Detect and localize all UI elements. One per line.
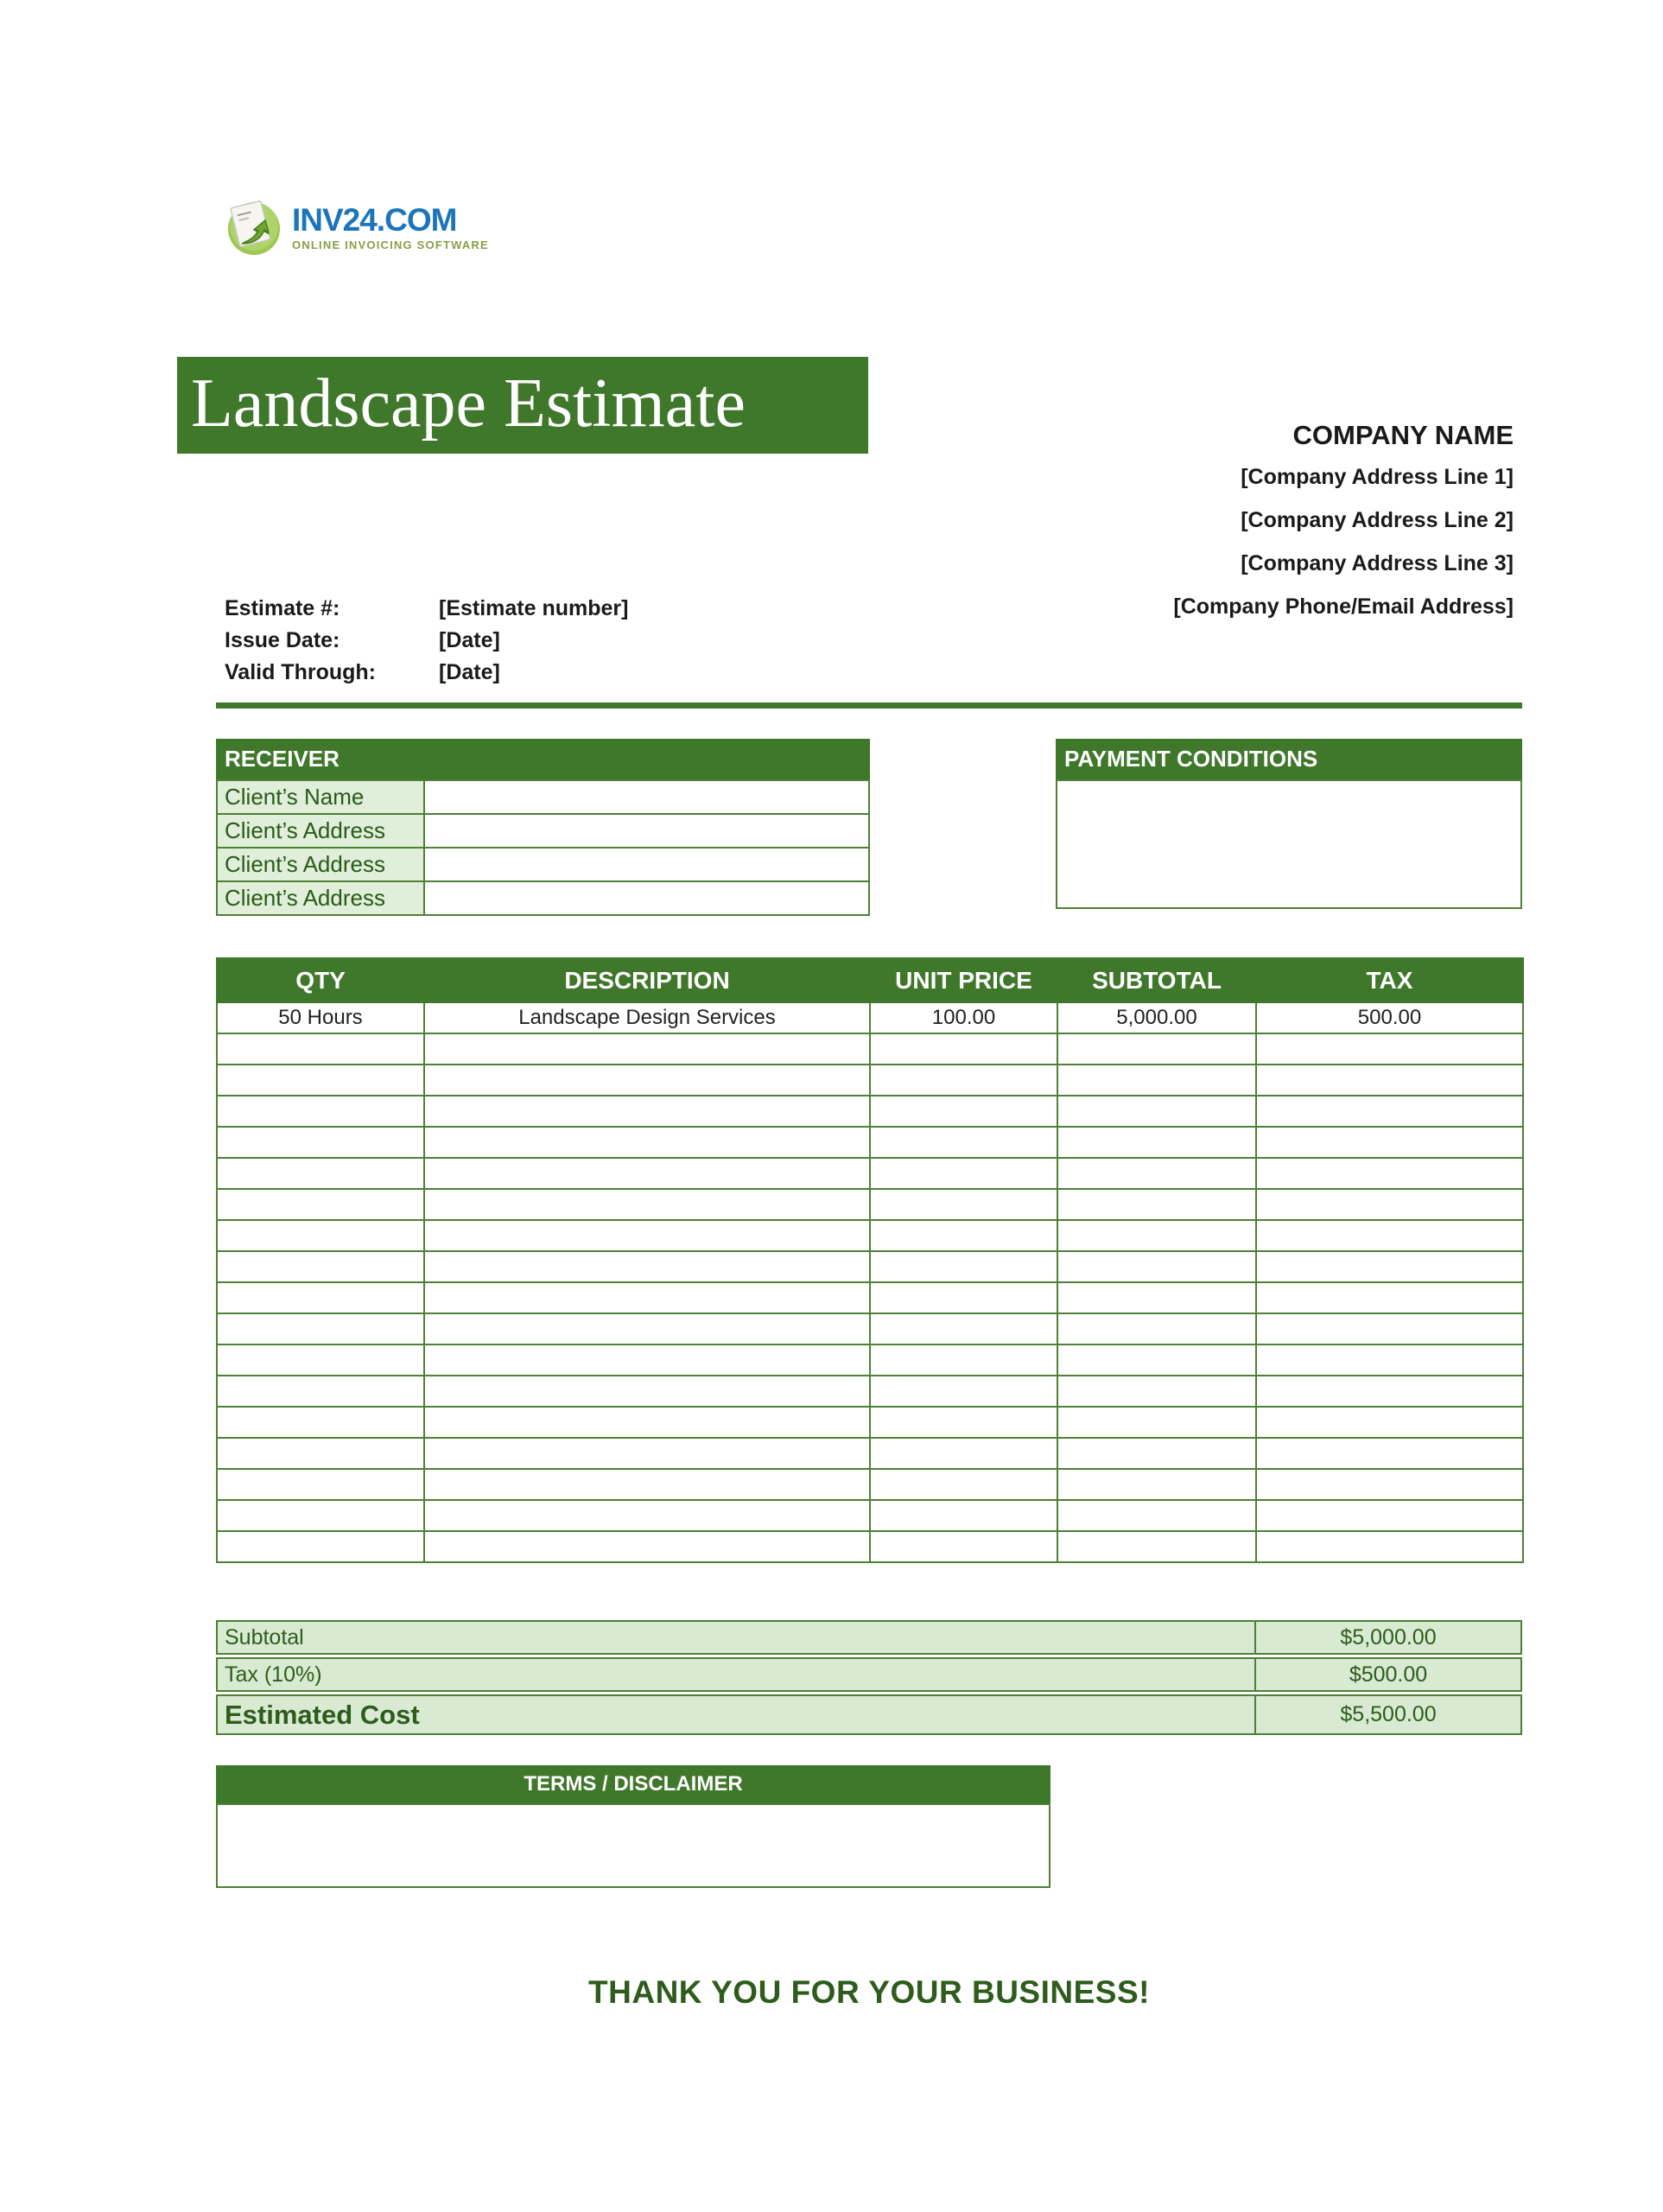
empty-item-cell[interactable] (424, 1065, 870, 1096)
company-name: COMPANY NAME (1292, 420, 1514, 450)
summary-row-estimated-cost (216, 1694, 1522, 1735)
empty-item-cell[interactable] (217, 1344, 424, 1376)
empty-item-cell[interactable] (424, 1438, 870, 1469)
empty-item-cell[interactable] (217, 1065, 424, 1096)
empty-item-row (217, 1531, 1523, 1562)
receiver-row (217, 814, 869, 848)
terms-box[interactable] (216, 1803, 1050, 1888)
empty-item-row (217, 1158, 1523, 1189)
empty-item-cell[interactable] (870, 1189, 1057, 1220)
empty-item-cell[interactable] (1256, 1407, 1523, 1438)
empty-item-cell[interactable] (217, 1407, 424, 1438)
empty-item-cell[interactable] (1256, 1344, 1523, 1376)
thank-you-message: THANK YOU FOR YOUR BUSINESS! (588, 1974, 1150, 2010)
empty-item-cell[interactable] (1256, 1127, 1523, 1158)
estimate-meta (225, 593, 743, 689)
company-address-line-1: [Company Address Line 1] (1241, 465, 1514, 489)
empty-item-cell[interactable] (870, 1220, 1057, 1251)
empty-item-cell[interactable] (424, 1531, 870, 1562)
empty-item-cell[interactable] (1057, 1033, 1256, 1065)
meta-label: Issue Date: (225, 628, 340, 652)
empty-item-cell[interactable] (424, 1282, 870, 1313)
empty-item-cell[interactable] (217, 1500, 424, 1531)
empty-item-cell[interactable] (1057, 1251, 1256, 1282)
client-label-cell: Client’s Address (217, 814, 424, 848)
empty-item-cell[interactable] (217, 1469, 424, 1500)
empty-item-cell[interactable] (1057, 1220, 1256, 1251)
empty-item-cell[interactable] (424, 1251, 870, 1282)
summary-amount: $5,000.00 (1254, 1622, 1520, 1653)
empty-item-cell[interactable] (1256, 1189, 1523, 1220)
empty-item-cell[interactable] (424, 1469, 870, 1500)
section-divider (216, 702, 1522, 709)
empty-item-cell[interactable] (1057, 1531, 1256, 1562)
summary-amount: $5,500.00 (1254, 1696, 1520, 1733)
client-value-cell[interactable] (424, 780, 869, 814)
receiver-row (217, 780, 869, 814)
empty-item-cell[interactable] (870, 1282, 1057, 1313)
empty-item-cell[interactable] (1256, 1220, 1523, 1251)
receiver-row (217, 881, 869, 915)
empty-item-cell[interactable] (1256, 1500, 1523, 1531)
empty-item-cell[interactable] (1057, 1500, 1256, 1531)
empty-item-cell[interactable] (1057, 1313, 1256, 1344)
empty-item-cell[interactable] (424, 1096, 870, 1127)
item-cell: 500.00 (1256, 1002, 1523, 1033)
empty-item-cell[interactable] (217, 1531, 424, 1562)
empty-item-cell[interactable] (1057, 1158, 1256, 1189)
summary-label: Subtotal (225, 1624, 304, 1649)
column-header-tax: TAX (1256, 958, 1523, 1002)
empty-item-cell[interactable] (1057, 1344, 1256, 1376)
client-label-cell: Client’s Name (217, 780, 424, 814)
empty-item-cell[interactable] (870, 1033, 1057, 1065)
logo-text (292, 195, 489, 251)
empty-item-cell[interactable] (1256, 1282, 1523, 1313)
empty-item-cell[interactable] (1256, 1096, 1523, 1127)
empty-item-cell[interactable] (424, 1127, 870, 1158)
inv24-logo-icon (225, 195, 287, 257)
item-cell: 50 Hours (217, 1002, 424, 1033)
empty-item-cell[interactable] (217, 1158, 424, 1189)
client-value-cell[interactable] (424, 814, 869, 848)
empty-item-cell[interactable] (870, 1251, 1057, 1282)
receiver-section (216, 739, 870, 916)
empty-item-cell[interactable] (870, 1438, 1057, 1469)
column-header-qty: QTY (217, 958, 424, 1002)
empty-item-cell[interactable] (1256, 1251, 1523, 1282)
column-header-description: DESCRIPTION (424, 958, 870, 1002)
empty-item-cell[interactable] (217, 1376, 424, 1407)
empty-item-cell[interactable] (870, 1469, 1057, 1500)
empty-item-row (217, 1344, 1523, 1376)
terms-section (216, 1765, 1050, 1888)
empty-item-cell[interactable] (424, 1376, 870, 1407)
empty-item-cell[interactable] (217, 1189, 424, 1220)
empty-item-cell[interactable] (1256, 1065, 1523, 1096)
empty-item-cell[interactable] (217, 1313, 424, 1344)
empty-item-cell[interactable] (424, 1407, 870, 1438)
empty-item-cell[interactable] (424, 1344, 870, 1376)
empty-item-cell[interactable] (1057, 1127, 1256, 1158)
empty-item-cell[interactable] (217, 1438, 424, 1469)
empty-item-row (217, 1096, 1523, 1127)
summary-amount: $500.00 (1254, 1659, 1520, 1690)
empty-item-cell[interactable] (217, 1096, 424, 1127)
item-row (217, 1002, 1523, 1033)
meta-row (225, 625, 743, 657)
meta-label: Estimate #: (225, 596, 340, 620)
client-value-cell[interactable] (424, 848, 869, 881)
summary-label: Estimated Cost (225, 1699, 420, 1730)
item-cell: Landscape Design Services (424, 1002, 870, 1033)
tagline-text: ONLINE INVOICING SOFTWARE (292, 238, 489, 251)
empty-item-row (217, 1065, 1523, 1096)
empty-item-cell[interactable] (1057, 1096, 1256, 1127)
empty-item-cell[interactable] (870, 1531, 1057, 1562)
empty-item-row (217, 1189, 1523, 1220)
company-block (864, 420, 1514, 620)
empty-item-row (217, 1407, 1523, 1438)
empty-item-cell[interactable] (870, 1096, 1057, 1127)
client-value-cell[interactable] (424, 881, 869, 915)
payment-conditions-box[interactable] (1056, 779, 1522, 909)
payment-conditions-section (1056, 739, 1522, 909)
receiver-row (217, 848, 869, 881)
empty-item-cell[interactable] (1057, 1469, 1256, 1500)
client-label-cell: Client’s Address (217, 848, 424, 881)
empty-item-cell[interactable] (870, 1500, 1057, 1531)
meta-value: [Date] (439, 628, 500, 652)
empty-item-cell[interactable] (217, 1251, 424, 1282)
empty-item-row (217, 1500, 1523, 1531)
empty-item-row (217, 1438, 1523, 1469)
empty-item-cell[interactable] (217, 1282, 424, 1313)
meta-label: Valid Through: (225, 660, 376, 684)
empty-item-cell[interactable] (870, 1376, 1057, 1407)
empty-item-cell[interactable] (1256, 1158, 1523, 1189)
empty-item-cell[interactable] (1057, 1282, 1256, 1313)
column-header-unit-price: UNIT PRICE (870, 958, 1057, 1002)
brand-text: INV24.COM (292, 202, 457, 238)
payment-conditions-header: PAYMENT CONDITIONS (1056, 739, 1522, 779)
empty-item-row (217, 1282, 1523, 1313)
empty-item-cell[interactable] (424, 1033, 870, 1065)
empty-item-cell[interactable] (217, 1127, 424, 1158)
column-header-subtotal: SUBTOTAL (1057, 958, 1256, 1002)
meta-row (225, 593, 743, 625)
meta-value: [Estimate number] (439, 596, 629, 620)
empty-item-cell[interactable] (424, 1220, 870, 1251)
meta-value: [Date] (439, 660, 500, 684)
empty-item-row (217, 1313, 1523, 1344)
empty-item-cell[interactable] (1256, 1376, 1523, 1407)
empty-item-cell[interactable] (870, 1158, 1057, 1189)
summary-row-subtotal (216, 1620, 1522, 1655)
empty-item-cell[interactable] (1256, 1313, 1523, 1344)
empty-item-cell[interactable] (1057, 1407, 1256, 1438)
empty-item-cell[interactable] (1256, 1469, 1523, 1500)
empty-item-cell[interactable] (870, 1344, 1057, 1376)
empty-item-cell[interactable] (1256, 1438, 1523, 1469)
item-cell: 100.00 (870, 1002, 1057, 1033)
empty-item-cell[interactable] (870, 1065, 1057, 1096)
empty-item-cell[interactable] (1057, 1065, 1256, 1096)
client-label-cell: Client’s Address (217, 881, 424, 915)
empty-item-cell[interactable] (870, 1407, 1057, 1438)
summary-section (216, 1620, 1522, 1738)
meta-row (225, 657, 743, 689)
empty-item-cell[interactable] (1057, 1189, 1256, 1220)
empty-item-cell[interactable] (424, 1313, 870, 1344)
empty-item-cell[interactable] (1057, 1438, 1256, 1469)
empty-item-cell[interactable] (424, 1500, 870, 1531)
empty-item-row (217, 1220, 1523, 1251)
empty-item-row (217, 1127, 1523, 1158)
company-address-line-2: [Company Address Line 2] (1241, 508, 1514, 532)
empty-item-cell[interactable] (424, 1158, 870, 1189)
summary-row-tax-10 (216, 1657, 1522, 1692)
empty-item-cell[interactable] (217, 1033, 424, 1065)
empty-item-cell[interactable] (870, 1313, 1057, 1344)
empty-item-row (217, 1376, 1523, 1407)
empty-item-cell[interactable] (1256, 1033, 1523, 1065)
empty-item-cell[interactable] (1256, 1531, 1523, 1562)
empty-item-cell[interactable] (870, 1127, 1057, 1158)
receiver-header: RECEIVER (216, 739, 870, 779)
empty-item-cell[interactable] (217, 1220, 424, 1251)
empty-item-row (217, 1251, 1523, 1282)
summary-label: Tax (10%) (225, 1662, 322, 1687)
items-table (216, 957, 1522, 1563)
empty-item-cell[interactable] (1057, 1376, 1256, 1407)
inv24-logo (225, 195, 489, 257)
items-header-row (217, 958, 1523, 1002)
terms-header: TERMS / DISCLAIMER (216, 1765, 1050, 1803)
empty-item-row (217, 1033, 1523, 1065)
empty-item-cell[interactable] (424, 1189, 870, 1220)
company-contact: [Company Phone/Email Address] (1173, 594, 1514, 619)
document-title-banner: Landscape Estimate (177, 357, 868, 454)
empty-item-row (217, 1469, 1523, 1500)
item-cell: 5,000.00 (1057, 1002, 1256, 1033)
company-address-line-3: [Company Address Line 3] (1241, 551, 1514, 575)
